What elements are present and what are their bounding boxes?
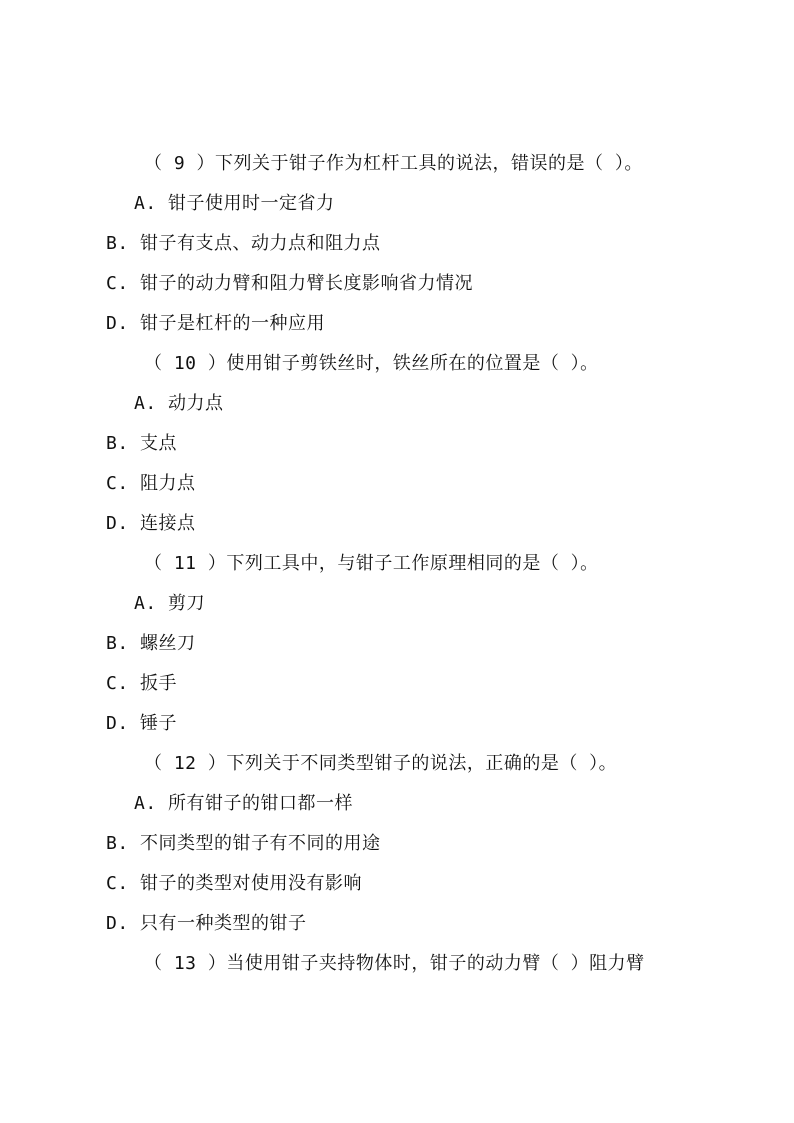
- question-11-option-a: A. 剪刀: [134, 593, 206, 614]
- question-12-option-c: C. 钳子的类型对使用没有影响: [106, 873, 363, 894]
- question-10-option-c: C. 阻力点: [106, 473, 196, 494]
- question-9-stem: （ 9 ）下列关于钳子作为杠杆工具的说法，错误的是（ ）。: [144, 153, 643, 174]
- question-12-option-a: A. 所有钳子的钳口都一样: [134, 793, 354, 814]
- question-10-option-d: D. 连接点: [106, 513, 196, 534]
- question-12-option-b: B. 不同类型的钳子有不同的用途: [106, 833, 381, 854]
- question-10-option-a: A. 动力点: [134, 393, 224, 414]
- question-9-option-c: C. 钳子的动力臂和阻力臂长度影响省力情况: [106, 273, 474, 294]
- question-12-option-d: D. 只有一种类型的钳子: [106, 913, 307, 934]
- question-10-stem: （ 10 ）使用钳子剪铁丝时，铁丝所在的位置是（ ）。: [144, 353, 599, 374]
- question-9-option-d: D. 钳子是杠杆的一种应用: [106, 313, 326, 334]
- question-9-option-b: B. 钳子有支点、动力点和阻力点: [106, 233, 381, 254]
- question-9-option-a: A. 钳子使用时一定省力: [134, 193, 335, 214]
- question-11-option-d: D. 锤子: [106, 713, 178, 734]
- question-11-stem: （ 11 ）下列工具中，与钳子工作原理相同的是（ ）。: [144, 553, 599, 574]
- question-12-stem: （ 12 ）下列关于不同类型钳子的说法，正确的是（ ）。: [144, 753, 618, 774]
- question-11-option-c: C. 扳手: [106, 673, 178, 694]
- question-10-option-b: B. 支点: [106, 433, 178, 454]
- question-11-option-b: B. 螺丝刀: [106, 633, 196, 654]
- question-13-stem: （ 13 ）当使用钳子夹持物体时，钳子的动力臂（ ）阻力臂: [144, 953, 645, 974]
